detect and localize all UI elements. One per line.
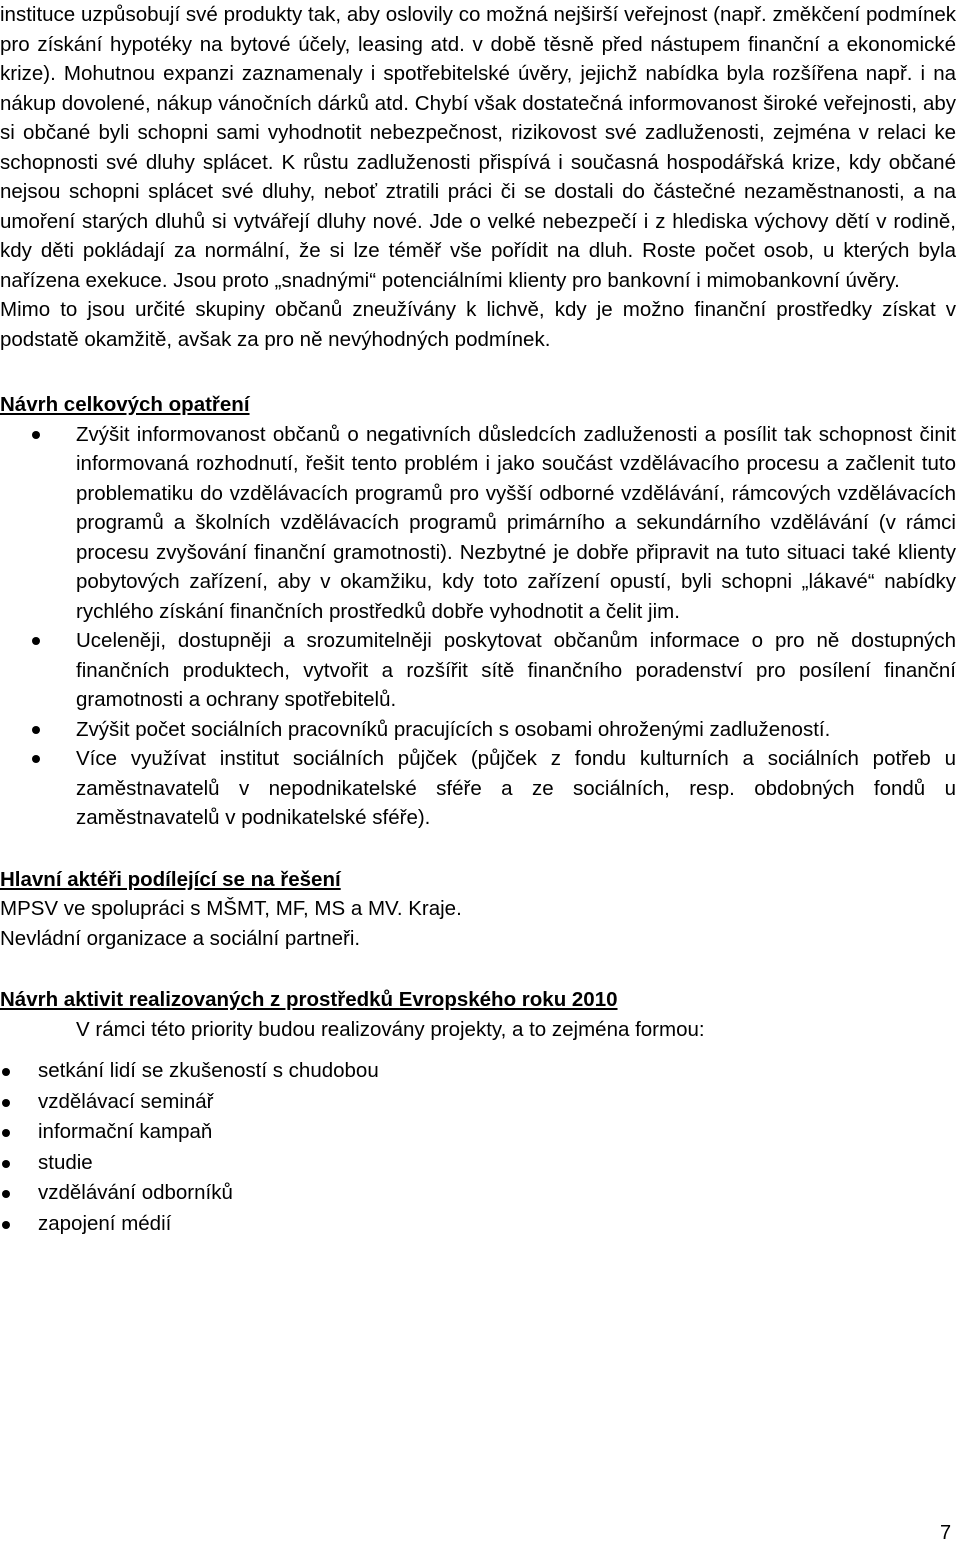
actors-line: Nevládní organizace a sociální partneři.: [0, 926, 361, 950]
section-measures: [0, 390, 956, 833]
intro-paragraph: instituce uzpůsobují své produkty tak, aby oslovily co možná nejširší veřejnost (např. změkčení podmínek pro získání hypotéky na bytové účely, leasing atd. v době těsně před nástupem finanční a ekonomické krize). Mohutnou expanzi zaznamenaly i spotřebitelské úvěry, jejichž nabídka byla rozšířena např. i na nákup dovolené, nákup vánočních dárků atd. Chybí však dostatečná informovanost široké veřejnosti, aby si občané byli schopni sami vyhodnotit nebezpečnost, rizikovost své zadluženosti, zejména v relaci ke schopnosti své dluhy splácet. K růstu zadluženosti přispívá i současná hospodářská krize, kdy občané nejsou schopni splácet své dluhy, neboť ztratili práci či se dostali do částečné nezaměstnanosti, a na umoření starých dluhů si vytvářejí dluhy nové. Jde o velké nebezpečí i z hlediska výchovy dětí v rodině, kdy děti pokládají za normální, že si lze téměř vše pořídit na dluh. Roste počet osob, u kterých byla nařízena exekuce. Jsou proto „snadnými“ potenciálními klienty pro bankovní i mimobankovní úvěry.: [0, 3, 956, 292]
actors-line: MPSV ve spolupráci s MŠMT, MF, MS a MV. Kraje.: [0, 897, 462, 920]
activities-intro: V rámci této priority budou realizovány projekty, a to zejména formou:: [76, 1017, 705, 1041]
list-item: Zvýšit informovanost občanů o negativních důsledcích zadluženosti a posílit tak schopnost činit informovaná rozhodnutí, řešit tento problém i jako součást vzdělávacího procesu a začlenit tuto problematiku do vzdělávacích programů pro vyšší odborné vzdělávání, rámcových vzdělávacích programů a školních vzdělávacích programů primárního a sekundárního vzdělávání (v rámci procesu zvyšování finanční gramotnosti). Nezbytné je dobře připravit na tuto situaci také klienty pobytových zařízení, aby v okamžiku, kdy toto zařízení opustí, byli schopni „lákavé“ nabídky rychlého získání finančních prostředků dobře vyhodnotit a čelit jim.: [0, 420, 956, 627]
intro-text: [0, 0, 956, 354]
list-item: studie: [0, 1148, 956, 1179]
list-item: vzdělávání odborníků: [0, 1178, 956, 1209]
list-item: Více využívat institut sociálních půjček (půjček z fondu kulturních a sociálních potřeb u zaměstnavatelů v nepodnikatelské sféře a ze sociálních, resp. obdobných fondů u zaměstnavatelů v podnikatelské sféře).: [0, 744, 956, 833]
measures-list: [0, 420, 956, 833]
section-heading: Hlavní aktéři podílející se na řešení: [0, 867, 341, 891]
list-item: zapojení médií: [0, 1209, 956, 1240]
list-item: vzdělávací seminář: [0, 1087, 956, 1118]
list-item: Uceleněji, dostupněji a srozumitelněji poskytovat občanům informace o pro ně dostupných finančních produktech, vytvořit a rozšířit sítě finančního poradenství pro posílení finanční gramotnosti a ochrany spotřebitelů.: [0, 626, 956, 715]
list-item: informační kampaň: [0, 1117, 956, 1148]
list-item: setkání lidí se zkušeností s chudobou: [0, 1056, 956, 1087]
section-heading: Návrh aktivit realizovaných z prostředků Evropského roku 2010: [0, 988, 618, 1011]
page-number: 7: [940, 1522, 952, 1544]
list-item: Zvýšit počet sociálních pracovníků pracujících s osobami ohroženými zadlužeností.: [0, 715, 956, 745]
section-actors: [0, 865, 956, 954]
section-heading: Návrh celkových opatření: [0, 393, 250, 416]
intro-paragraph: Mimo to jsou určité skupiny občanů zneužívány k lichvě, kdy je možno finanční prostředky získat v podstatě okamžitě, avšak za pro ně nevýhodných podmínek.: [0, 298, 956, 351]
activities-list: [0, 1056, 956, 1239]
section-activities: [0, 985, 956, 1239]
